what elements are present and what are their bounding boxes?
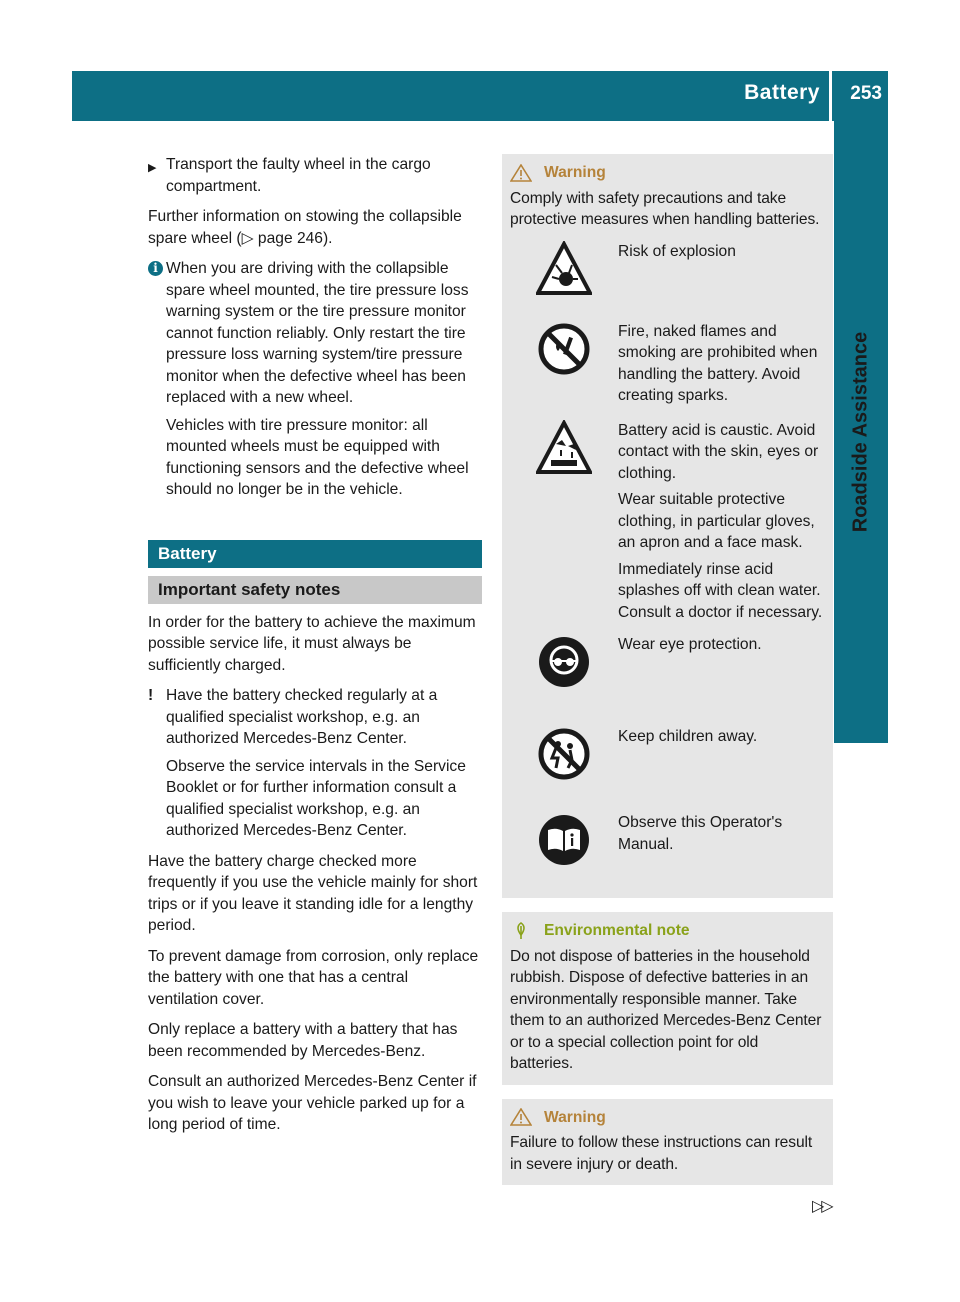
warning-triangle-icon — [510, 164, 532, 182]
step-item — [148, 154, 482, 197]
info-icon: i — [148, 261, 163, 276]
warning-triangle-icon — [510, 1108, 532, 1126]
page-title: Battery — [744, 81, 820, 104]
section-heading: Battery — [148, 540, 482, 568]
symbol-text: Observe this Operator's Manual. — [618, 814, 783, 853]
corrosive-hazard-icon — [536, 420, 592, 476]
environmental-note-heading — [510, 920, 825, 942]
warning-text-2: Failure to follow these instructions can result in severe injury or death. — [510, 1134, 813, 1173]
symbol-text: Wear suitable protective clothing, in particular gloves, an apron and a face mask. — [618, 491, 815, 551]
warning-box-2 — [502, 1099, 833, 1186]
step-arrow-icon: ▶ — [148, 162, 157, 174]
symbol-row-manual — [510, 812, 825, 868]
page-header — [72, 71, 888, 121]
symbol-text: Immediately rinse acid splashes off with clean water. Consult a doctor if necessary. — [618, 560, 823, 621]
page-number: 253 — [850, 83, 882, 104]
caution-text: Have the battery checked regularly at a qualified specialist workshop, e.g. an authorized Mercedes-Benz Center. — [166, 687, 438, 747]
warning-intro: Comply with safety precautions and take protective measures when handling batteries. — [510, 189, 820, 228]
no-fire-icon — [536, 321, 592, 377]
symbol-row-eye — [510, 634, 825, 690]
subsection-heading: Important safety notes — [148, 576, 482, 604]
header-divider — [829, 71, 832, 121]
warning-box — [502, 154, 833, 898]
caution-text-2: Observe the service intervals in the Service Booklet or for further information consult a qualified specialist workshop, e.g. an authorized Mercedes-Benz Center. — [166, 757, 466, 839]
symbol-text: Keep children away. — [618, 728, 758, 745]
warning-title: Warning — [544, 164, 606, 181]
environmental-note-box — [502, 912, 833, 1085]
symbol-text: Risk of explosion — [618, 242, 736, 260]
symbol-text: Battery acid is caustic. Avoid contact with the skin, eyes or clothing. — [618, 421, 819, 482]
paragraph: Have the battery charge checked more frequently if you use the vehicle mainly for short trips or if you leave it standing idle for a lengthy period. — [148, 852, 478, 934]
keep-children-away-icon — [536, 726, 592, 782]
paragraph: Only replace a battery with a battery that has been recommended by Mercedes-Benz. — [148, 1021, 458, 1060]
next-page-icon: ▷▷ — [812, 1198, 831, 1215]
symbol-text: Fire, naked flames and smoking are prohibited when handling the battery. Avoid creating sparks. — [618, 322, 818, 404]
environmental-note-text: Do not dispose of batteries in the household rubbish. Dispose of defective batteries in an environmentally responsible manner. Take them to an authorized Mercedes-Benz Center or to a special collection point for old batteries. — [510, 947, 822, 1072]
left-column — [148, 154, 482, 1145]
warning-title-2: Warning — [544, 1108, 606, 1126]
read-manual-icon — [536, 812, 592, 868]
leaf-icon — [510, 922, 532, 940]
further-info-text: Further information on stowing the collapsible spare wheel (▷ page 246). — [148, 208, 462, 247]
symbol-text: Wear eye protection. — [618, 636, 762, 653]
environmental-note-title: Environmental note — [544, 922, 690, 939]
caution-note — [148, 685, 482, 842]
info-note — [148, 258, 482, 501]
exclamation-icon: ! — [148, 687, 154, 704]
paragraph: Consult an authorized Mercedes-Benz Center if you wish to leave your vehicle parked up for a long period of time. — [148, 1073, 477, 1133]
right-column — [502, 154, 833, 1185]
symbol-row-acid — [510, 420, 825, 629]
warning-heading — [510, 162, 825, 184]
paragraph: In order for the battery to achieve the maximum possible service life, it must always be sufficiently charged. — [148, 613, 476, 674]
warning-heading-2 — [510, 1107, 825, 1129]
symbol-row-explosion — [510, 241, 825, 297]
symbol-row-fire — [510, 321, 825, 412]
chapter-label: Roadside Assistance — [849, 331, 872, 533]
eye-protection-icon — [536, 634, 592, 690]
chapter-tab — [834, 121, 888, 743]
info-note-text: When you are driving with the collapsible spare wheel mounted, the tire pressure loss warning system or the tire pressure monitor cannot function reliably. Only restart the tire pressure loss warning system/tire pressure monitor when the defective wheel has been replaced with a new wheel. — [166, 260, 469, 406]
symbol-row-children — [510, 726, 825, 782]
step-text: Transport the faulty wheel in the cargo compartment. — [166, 156, 431, 195]
explosion-hazard-icon — [536, 241, 592, 297]
info-note-text-2: Vehicles with tire pressure monitor: all mounted wheels must be equipped with functioning sensors and the defective wheel should no longer be in the vehicle. — [166, 416, 469, 498]
paragraph: To prevent damage from corrosion, only replace the battery with one that has a central ventilation cover. — [148, 947, 479, 1008]
